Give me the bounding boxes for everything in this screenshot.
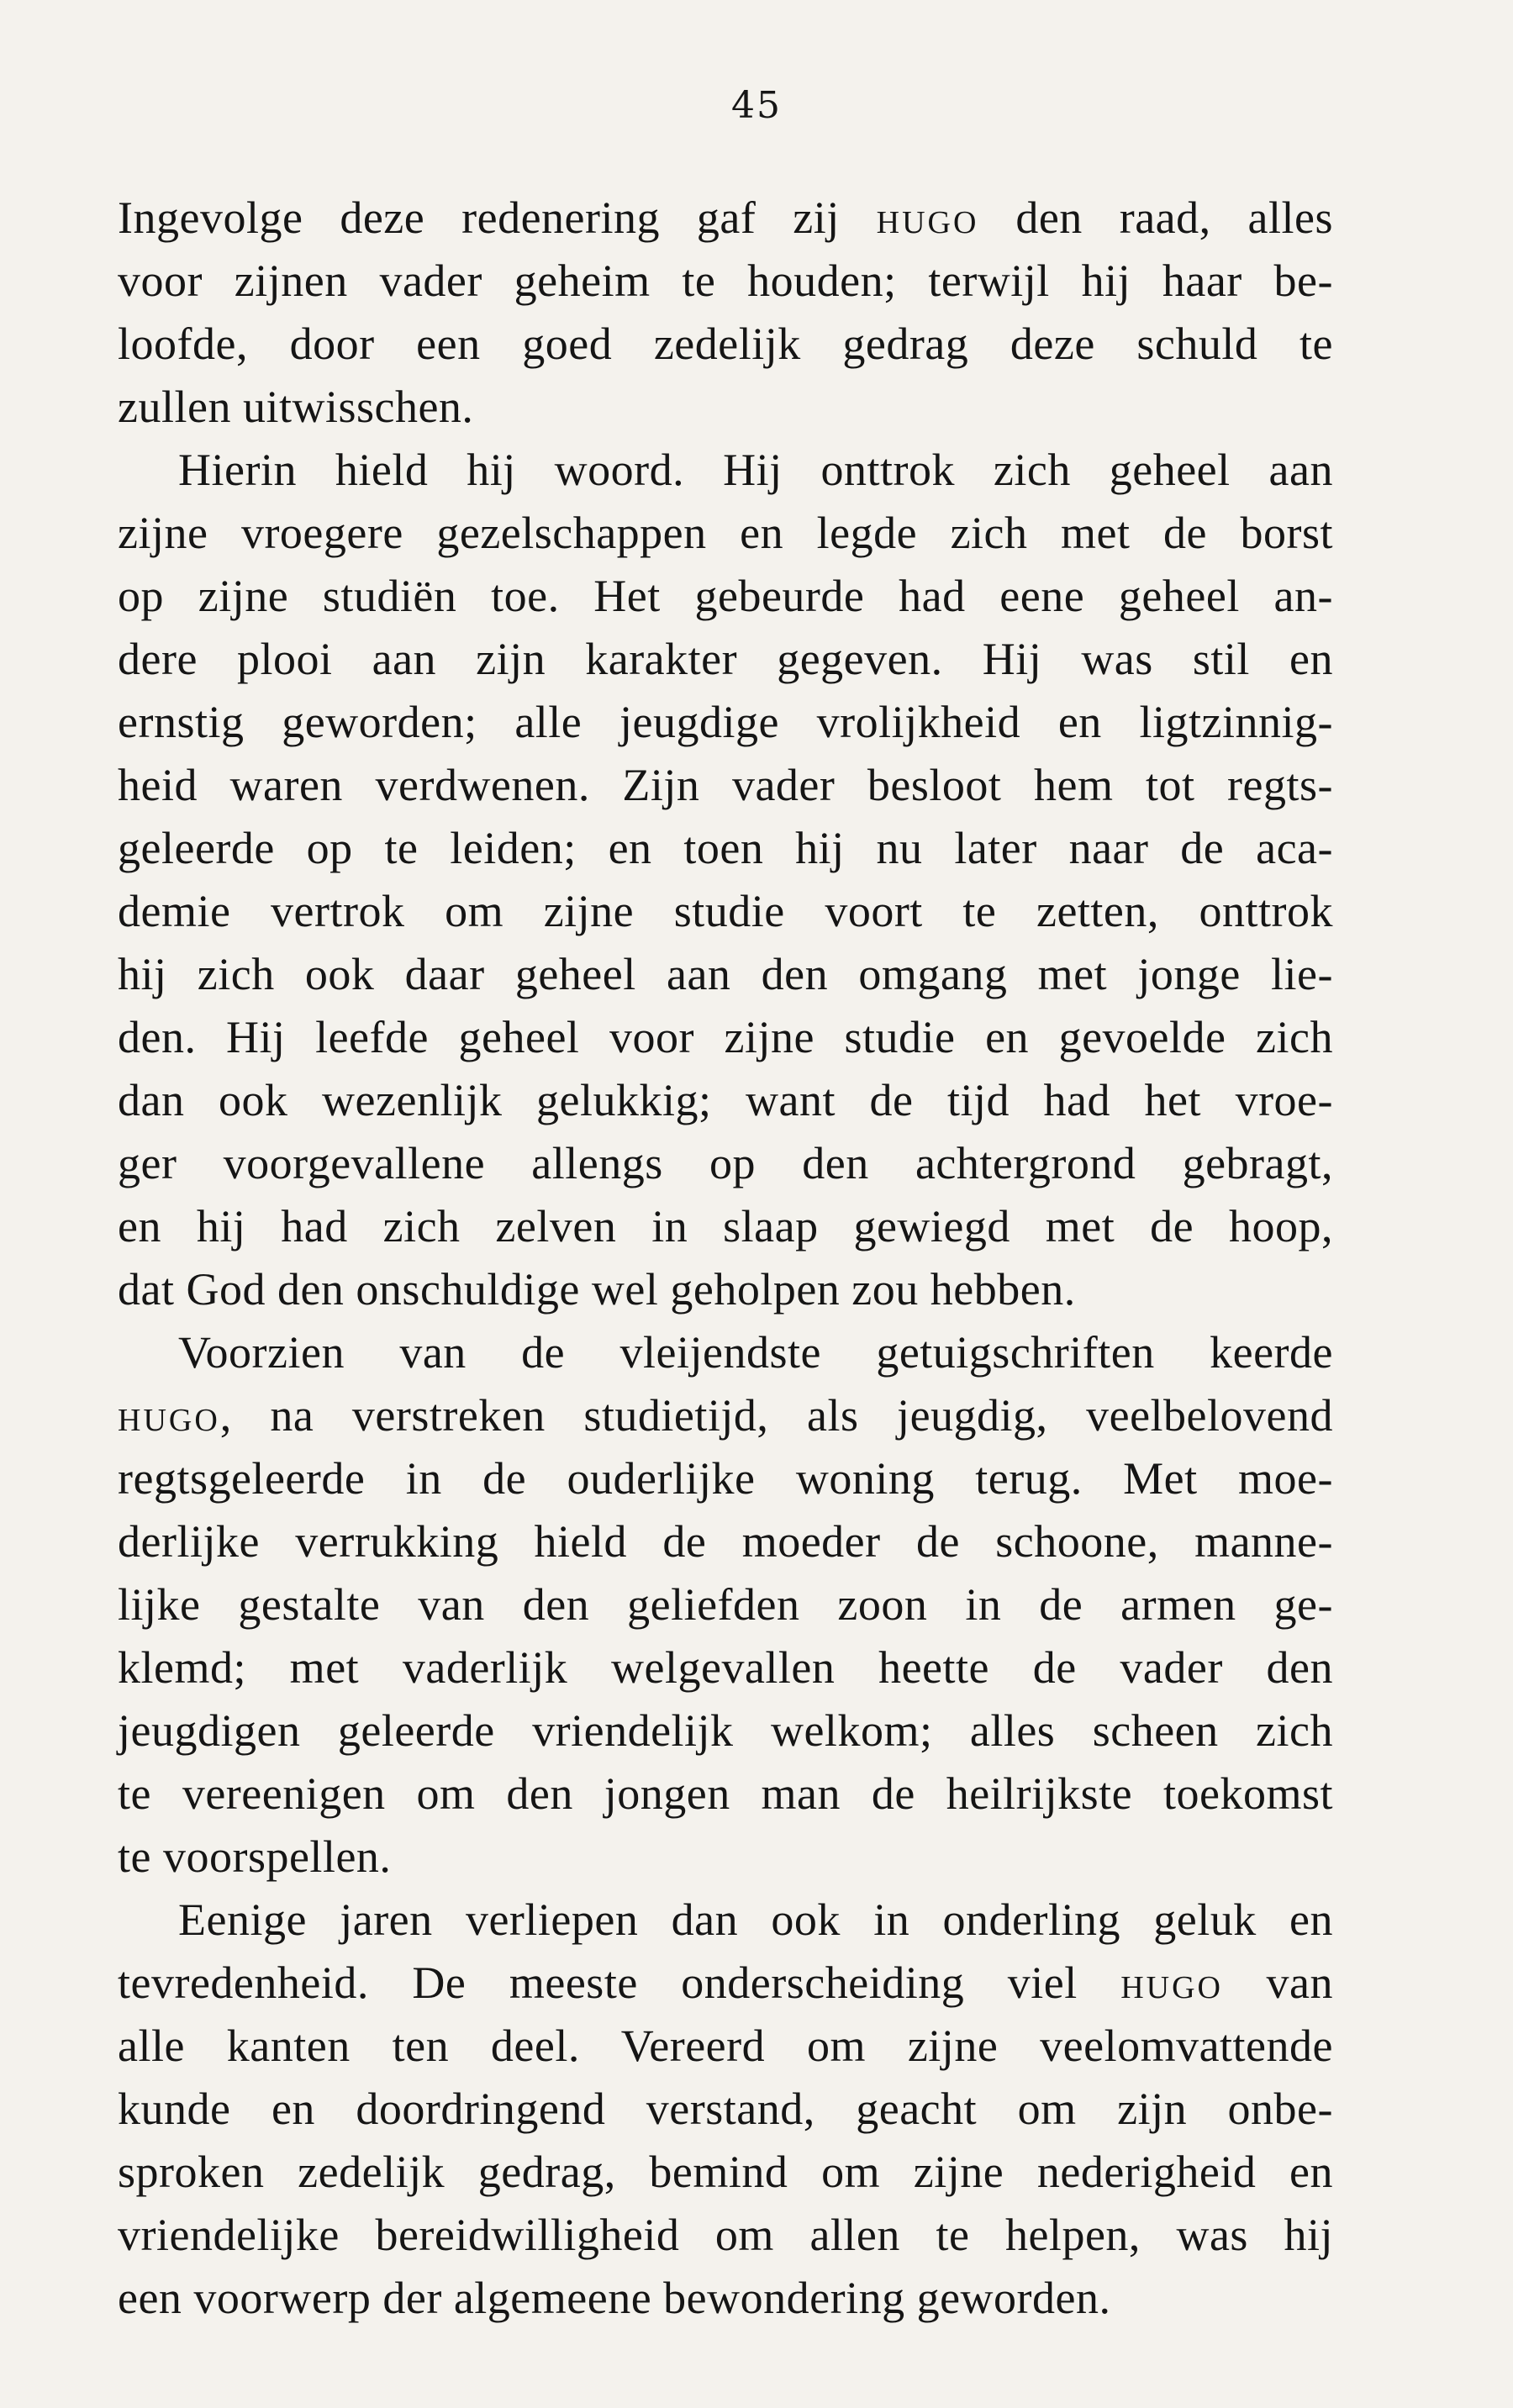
text-fragment: lijke gestalte van den geliefden zoon in de armen ge- (118, 1579, 1333, 1630)
text-fragment: te voorspellen. (118, 1831, 392, 1882)
name-smallcaps: HUGO (1120, 1970, 1224, 2005)
text-fragment: vriendelijke bereidwilligheid om allen te helpen, was hij (118, 2210, 1333, 2260)
text-fragment: een voorwerp der algemeene bewondering geworden. (118, 2273, 1111, 2323)
text-fragment: zullen uitwisschen. (118, 382, 474, 432)
text-line (118, 1952, 1333, 2015)
text-line (118, 250, 1333, 313)
body-text (118, 187, 1333, 2330)
text-fragment: Eenige jaren verliepen dan ook in onderling geluk en (178, 1894, 1333, 1945)
text-fragment: loofde, door een goed zedelijk gedrag deze schuld te (118, 319, 1333, 369)
text-line (118, 502, 1333, 565)
text-line (118, 376, 1333, 439)
text-line (118, 943, 1333, 1006)
text-fragment: sproken zedelijk gedrag, bemind om zijne nederigheid en (118, 2147, 1333, 2197)
text-fragment: kunde en doordringend verstand, geacht om zijn onbe- (118, 2084, 1333, 2134)
text-line (118, 1384, 1333, 1447)
text-fragment: dere plooi aan zijn karakter gegeven. Hij was stil en (118, 634, 1333, 684)
text-line (118, 1699, 1333, 1763)
page-number: 45 (731, 84, 782, 127)
text-fragment: derlijke verrukking hield de moeder de schoone, manne- (118, 1516, 1333, 1567)
text-line (118, 754, 1333, 817)
text-line (118, 2015, 1333, 2078)
text-fragment: demie vertrok om zijne studie voort te zetten, onttrok (118, 886, 1333, 936)
text-line (118, 880, 1333, 943)
name-smallcaps: HUGO (876, 205, 979, 240)
text-line (118, 1447, 1333, 1510)
text-fragment: tevredenheid. De meeste onderscheiding viel (118, 1957, 1121, 2008)
text-fragment: regtsgeleerde in de ouderlijke woning terug. Met moe- (118, 1453, 1333, 1504)
text-fragment: hij zich ook daar geheel aan den omgang met jonge lie- (118, 949, 1333, 999)
text-line (118, 628, 1333, 691)
text-line (118, 1889, 1333, 1952)
text-line (118, 1132, 1333, 1195)
text-line (118, 2141, 1333, 2204)
text-line (118, 1826, 1333, 1889)
text-line (118, 1636, 1333, 1699)
text-fragment: jeugdigen geleerde vriendelijk welkom; alles scheen zich (118, 1705, 1333, 1756)
text-fragment: , na verstreken studietijd, als jeugdig, veelbelovend (219, 1390, 1333, 1441)
text-line (118, 691, 1333, 754)
text-fragment: dat God den onschuldige wel geholpen zou hebben. (118, 1264, 1076, 1315)
text-fragment: Voorzien van de vleijendste getuigschriften keerde (178, 1327, 1333, 1378)
text-line (118, 187, 1333, 250)
text-fragment: Ingevolge deze redenering gaf zij (118, 192, 877, 243)
text-fragment: zijne vroegere gezelschappen en legde zich met de borst (118, 508, 1333, 558)
text-line (118, 1321, 1333, 1384)
text-line (118, 1573, 1333, 1636)
text-fragment: voor zijnen vader geheim te houden; terwijl hij haar be- (118, 256, 1333, 306)
text-line (118, 313, 1333, 376)
text-fragment: Hierin hield hij woord. Hij onttrok zich geheel aan (178, 445, 1333, 495)
text-line (118, 1006, 1333, 1069)
text-fragment: ernstig geworden; alle jeugdige vrolijkheid en ligtzinnig- (118, 697, 1333, 747)
text-fragment: klemd; met vaderlijk welgevallen heette de vader den (118, 1642, 1333, 1693)
text-fragment: den raad, alles (978, 192, 1333, 243)
text-line (118, 2204, 1333, 2267)
text-fragment: en hij had zich zelven in slaap gewiegd met de hoop, (118, 1201, 1333, 1251)
text-line (118, 2267, 1333, 2330)
text-line (118, 565, 1333, 628)
text-line (118, 439, 1333, 502)
text-line (118, 1510, 1333, 1573)
text-line (118, 2078, 1333, 2141)
text-fragment: dan ook wezenlijk gelukkig; want de tijd had het vroe- (118, 1075, 1333, 1125)
text-fragment: den. Hij leefde geheel voor zijne studie en gevoelde zich (118, 1012, 1333, 1062)
text-fragment: geleerde op te leiden; en toen hij nu later naar de aca- (118, 823, 1333, 873)
text-fragment: ger voorgevallene allengs op den achtergrond gebragt, (118, 1138, 1333, 1188)
text-line (118, 1195, 1333, 1258)
name-smallcaps: HUGO (118, 1403, 220, 1438)
text-line (118, 1763, 1333, 1826)
text-line (118, 1069, 1333, 1132)
text-fragment: heid waren verdwenen. Zijn vader besloot hem tot regts- (118, 760, 1333, 810)
text-fragment: te vereenigen om den jongen man de heilrijkste toekomst (118, 1768, 1333, 1819)
text-line (118, 817, 1333, 880)
text-fragment: alle kanten ten deel. Vereerd om zijne veelomvattende (118, 2021, 1333, 2071)
text-line (118, 1258, 1333, 1321)
text-fragment: van (1223, 1957, 1334, 2008)
text-fragment: op zijne studiën toe. Het gebeurde had eene geheel an- (118, 571, 1333, 621)
